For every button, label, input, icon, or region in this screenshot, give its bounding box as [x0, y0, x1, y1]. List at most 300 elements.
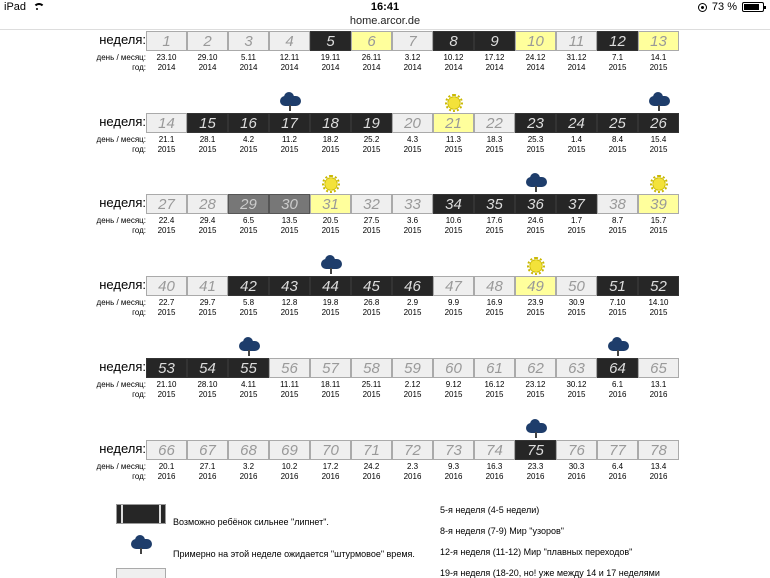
date-cell: 11.3	[446, 135, 461, 144]
date-cell: 15.7	[650, 216, 667, 225]
year-cell: 2015	[239, 226, 258, 235]
week-box	[269, 440, 310, 460]
week-box	[515, 276, 556, 296]
year-cell: 2015	[567, 390, 586, 399]
week-number: 75	[527, 441, 544, 459]
year-cell: 2015	[280, 145, 299, 154]
year-cell: 2014	[526, 63, 545, 72]
week-box	[269, 31, 310, 51]
date-cell: 22.7	[158, 298, 175, 307]
week-label: неделя:	[99, 195, 146, 210]
date-cell: 23.12	[525, 380, 546, 389]
battery-icon	[742, 2, 764, 12]
year-cell: 2015	[485, 390, 504, 399]
week-box	[146, 276, 187, 296]
week-number: 72	[404, 441, 421, 459]
date-cell: 30.9	[568, 298, 585, 307]
week-number: 60	[445, 359, 462, 377]
date-cell: 29.7	[199, 298, 216, 307]
week-number: 8	[449, 32, 458, 50]
week-box	[392, 440, 433, 460]
week-number: 28	[199, 195, 216, 213]
year-cell: 2014	[444, 63, 463, 72]
date-cell: 6.1	[611, 380, 624, 389]
sun-icon	[650, 175, 668, 193]
week-boxes	[146, 194, 679, 214]
year-cell: 2015	[444, 390, 463, 399]
week-number: 59	[404, 359, 421, 377]
week-box	[351, 358, 392, 378]
date-cell: 13.4	[650, 462, 667, 471]
week-box	[310, 113, 351, 133]
date-cell: 4.11	[241, 380, 256, 389]
week-box	[638, 276, 679, 296]
date-cell: 12.8	[281, 298, 298, 307]
year-cell: 2015	[485, 145, 504, 154]
week-number: 37	[568, 195, 585, 213]
week-box	[515, 194, 556, 214]
year-cell: 2016	[321, 472, 340, 481]
week-box	[187, 113, 228, 133]
week-number: 35	[486, 195, 503, 213]
week-box	[146, 113, 187, 133]
week-number: 32	[363, 195, 380, 213]
year-cell: 2015	[198, 308, 217, 317]
dates-row	[146, 53, 679, 62]
year-cell: 2015	[649, 226, 668, 235]
year-cell: 2016	[485, 472, 504, 481]
week-box	[597, 276, 638, 296]
year-cell: 2016	[198, 472, 217, 481]
date-cell: 12.11	[279, 53, 300, 62]
week-number: 44	[322, 277, 339, 295]
date-cell: 31.12	[566, 53, 587, 62]
year-cell: 2015	[567, 226, 586, 235]
year-cell: 2014	[321, 63, 340, 72]
year-cell: 2015	[280, 390, 299, 399]
status-bar	[0, 0, 770, 14]
date-cell: 30.3	[568, 462, 585, 471]
year-cell: 2015	[362, 390, 381, 399]
year-cell: 2016	[526, 472, 545, 481]
week-box	[515, 440, 556, 460]
week-boxes	[146, 276, 679, 296]
year-label: год:	[132, 145, 146, 154]
date-cell: 13.1	[650, 380, 667, 389]
week-box	[638, 358, 679, 378]
date-cell: 17.2	[322, 462, 339, 471]
week-number: 53	[158, 359, 175, 377]
week-label: неделя:	[99, 114, 146, 129]
date-cell: 30.12	[566, 380, 587, 389]
date-cell: 4.3	[406, 135, 419, 144]
date-cell: 2.12	[404, 380, 421, 389]
week-number: 19	[363, 114, 380, 132]
year-cell: 2014	[567, 63, 586, 72]
week-box	[146, 194, 187, 214]
week-box	[146, 31, 187, 51]
date-cell: 16.3	[486, 462, 503, 471]
storm-icon	[280, 94, 301, 108]
week-box	[474, 31, 515, 51]
week-number: 20	[404, 114, 421, 132]
year-cell: 2015	[321, 390, 340, 399]
week-number: 68	[240, 441, 257, 459]
week-row	[0, 358, 770, 418]
year-cell: 2015	[362, 145, 381, 154]
year-cell: 2016	[567, 472, 586, 481]
year-cell: 2015	[403, 145, 422, 154]
notes-list	[440, 505, 660, 578]
week-number: 14	[158, 114, 175, 132]
day-month-label: день / месяц:	[96, 298, 146, 307]
date-cell: 13.5	[281, 216, 298, 225]
year-cell: 2016	[280, 472, 299, 481]
week-box	[638, 113, 679, 133]
year-cell: 2015	[198, 145, 217, 154]
week-number: 41	[199, 277, 216, 295]
week-box	[433, 113, 474, 133]
week-number: 52	[650, 277, 667, 295]
date-cell: 21.1	[158, 135, 175, 144]
year-cell: 2015	[198, 390, 217, 399]
date-cell: 27.5	[363, 216, 380, 225]
year-cell: 2015	[444, 145, 463, 154]
week-box	[556, 440, 597, 460]
week-label: неделя:	[99, 32, 146, 47]
year-cell: 2016	[444, 472, 463, 481]
date-cell: 16.12	[484, 380, 505, 389]
week-number: 16	[240, 114, 257, 132]
week-box	[392, 31, 433, 51]
date-cell: 11.11	[280, 380, 299, 389]
week-row	[0, 113, 770, 173]
date-cell: 9.12	[445, 380, 462, 389]
year-cell: 2015	[485, 226, 504, 235]
date-cell: 7.1	[611, 53, 624, 62]
storm-icon	[526, 175, 547, 189]
date-cell: 14.1	[650, 53, 667, 62]
rotation-lock-icon	[698, 3, 707, 12]
week-box	[597, 31, 638, 51]
date-cell: 25.2	[363, 135, 380, 144]
date-cell: 18.11	[320, 380, 341, 389]
year-cell: 2014	[403, 63, 422, 72]
year-cell: 2015	[444, 226, 463, 235]
week-box	[433, 358, 474, 378]
date-cell: 28.1	[199, 135, 216, 144]
week-number: 57	[322, 359, 339, 377]
dates-row	[146, 462, 679, 471]
week-box	[556, 194, 597, 214]
date-cell: 2.3	[406, 462, 419, 471]
date-cell: 18.3	[486, 135, 503, 144]
year-cell: 2015	[321, 308, 340, 317]
week-number: 48	[486, 277, 503, 295]
year-cell: 2015	[362, 308, 381, 317]
date-cell: 24.6	[527, 216, 544, 225]
date-cell: 1.7	[570, 216, 583, 225]
day-month-label: день / месяц:	[96, 53, 146, 62]
year-cell: 2016	[608, 390, 627, 399]
date-cell: 5.11	[241, 53, 256, 62]
address-bar[interactable]: home.arcor.de	[349, 15, 421, 27]
year-cell: 2015	[608, 226, 627, 235]
date-cell: 23.3	[527, 462, 544, 471]
week-box	[392, 113, 433, 133]
date-cell: 4.2	[242, 135, 255, 144]
year-cell: 2014	[362, 63, 381, 72]
year-cell: 2015	[403, 308, 422, 317]
year-cell: 2016	[157, 472, 176, 481]
year-cell: 2015	[239, 390, 258, 399]
date-cell: 29.10	[197, 53, 218, 62]
date-cell: 25.3	[527, 135, 544, 144]
week-number: 12	[609, 32, 626, 50]
date-cell: 26.11	[361, 53, 382, 62]
week-number: 25	[609, 114, 626, 132]
week-number: 24	[568, 114, 585, 132]
date-cell: 19.11	[320, 53, 341, 62]
year-cell: 2015	[608, 308, 627, 317]
note-item: 19-я неделя (18-20, но! уже между 14 и 17 неделями	[440, 568, 660, 578]
year-label: год:	[132, 472, 146, 481]
week-box	[474, 113, 515, 133]
week-number: 54	[199, 359, 216, 377]
year-cell: 2015	[526, 226, 545, 235]
week-box	[187, 276, 228, 296]
week-number: 43	[281, 277, 298, 295]
week-number: 64	[609, 359, 626, 377]
year-cell: 2015	[649, 145, 668, 154]
week-number: 5	[326, 32, 335, 50]
date-cell: 28.10	[197, 380, 218, 389]
week-number: 13	[650, 32, 667, 50]
storm-icon	[526, 421, 547, 435]
week-number: 77	[609, 441, 626, 459]
week-box	[433, 276, 474, 296]
date-cell: 10.12	[443, 53, 464, 62]
week-box	[187, 440, 228, 460]
note-item: 5-я неделя (4-5 недели)	[440, 505, 540, 515]
date-cell: 6.5	[242, 216, 255, 225]
day-month-label: день / месяц:	[96, 380, 146, 389]
date-cell: 10.6	[445, 216, 462, 225]
week-number: 50	[568, 277, 585, 295]
date-cell: 7.10	[609, 298, 626, 307]
note-item: 12-я неделя (11-12) Мир "плавных переходов"	[440, 547, 633, 557]
year-cell: 2015	[362, 226, 381, 235]
week-box	[351, 440, 392, 460]
week-number: 22	[486, 114, 503, 132]
year-cell: 2016	[649, 390, 668, 399]
year-cell: 2014	[239, 63, 258, 72]
week-number: 65	[650, 359, 667, 377]
week-number: 31	[322, 195, 339, 213]
week-number: 40	[158, 277, 175, 295]
date-cell: 8.4	[611, 135, 624, 144]
storm-icon	[321, 257, 342, 271]
week-box	[597, 440, 638, 460]
date-cell: 18.2	[322, 135, 339, 144]
year-label: год:	[132, 226, 146, 235]
week-box	[269, 194, 310, 214]
year-cell: 2015	[526, 390, 545, 399]
week-number: 21	[445, 114, 462, 132]
date-cell: 20.5	[322, 216, 339, 225]
year-cell: 2015	[526, 308, 545, 317]
years-row	[146, 308, 679, 317]
date-cell: 22.4	[158, 216, 175, 225]
dates-row	[146, 135, 679, 144]
year-label: год:	[132, 63, 146, 72]
date-cell: 2.9	[406, 298, 419, 307]
week-number: 76	[568, 441, 585, 459]
week-number: 61	[486, 359, 503, 377]
week-number: 6	[367, 32, 376, 50]
year-cell: 2015	[280, 226, 299, 235]
week-box	[515, 113, 556, 133]
week-box	[228, 358, 269, 378]
sun-icon	[445, 94, 463, 112]
years-row	[146, 390, 679, 399]
week-number: 63	[568, 359, 585, 377]
year-cell: 2014	[198, 63, 217, 72]
legend-dark-swatch	[116, 504, 166, 524]
date-cell: 23.10	[156, 53, 177, 62]
week-number: 30	[281, 195, 298, 213]
year-cell: 2016	[362, 472, 381, 481]
week-number: 10	[527, 32, 544, 50]
week-box	[433, 31, 474, 51]
week-box	[474, 440, 515, 460]
date-cell: 3.2	[242, 462, 255, 471]
week-number: 69	[281, 441, 298, 459]
week-number: 9	[490, 32, 499, 50]
date-cell: 3.6	[406, 216, 419, 225]
week-number: 73	[445, 441, 462, 459]
week-box	[310, 276, 351, 296]
year-cell: 2015	[444, 308, 463, 317]
week-number: 11	[568, 32, 585, 50]
storm-icon	[608, 339, 629, 353]
week-boxes	[146, 358, 679, 378]
week-box	[228, 113, 269, 133]
week-box	[310, 194, 351, 214]
week-number: 78	[650, 441, 667, 459]
year-cell: 2015	[239, 145, 258, 154]
week-boxes	[146, 113, 679, 133]
year-cell: 2015	[157, 390, 176, 399]
week-box	[515, 31, 556, 51]
week-number: 36	[527, 195, 544, 213]
week-boxes	[146, 440, 679, 460]
year-cell: 2016	[403, 472, 422, 481]
week-box	[146, 358, 187, 378]
week-number: 67	[199, 441, 216, 459]
year-cell: 2015	[608, 63, 627, 72]
year-cell: 2015	[403, 226, 422, 235]
week-number: 47	[445, 277, 462, 295]
years-row	[146, 145, 679, 154]
week-number: 33	[404, 195, 421, 213]
date-cell: 19.8	[322, 298, 339, 307]
week-box	[310, 440, 351, 460]
week-box	[392, 276, 433, 296]
week-box	[556, 358, 597, 378]
week-number: 15	[199, 114, 216, 132]
week-box	[269, 113, 310, 133]
week-number: 27	[158, 195, 175, 213]
date-cell: 11.2	[282, 135, 297, 144]
year-cell: 2015	[157, 308, 176, 317]
date-cell: 17.6	[486, 216, 503, 225]
year-cell: 2015	[198, 226, 217, 235]
week-box	[187, 194, 228, 214]
week-box	[597, 358, 638, 378]
storm-icon	[131, 537, 152, 551]
week-box	[269, 358, 310, 378]
years-row	[146, 63, 679, 72]
year-cell: 2015	[608, 145, 627, 154]
week-number: 74	[486, 441, 503, 459]
week-number: 49	[527, 277, 544, 295]
week-box	[474, 276, 515, 296]
week-number: 34	[445, 195, 462, 213]
date-cell: 24.2	[363, 462, 380, 471]
week-number: 26	[650, 114, 667, 132]
year-cell: 2014	[157, 63, 176, 72]
year-cell: 2015	[649, 308, 668, 317]
week-boxes	[146, 31, 679, 51]
date-cell: 17.12	[484, 53, 505, 62]
year-cell: 2015	[403, 390, 422, 399]
week-label: неделя:	[99, 277, 146, 292]
week-number: 39	[650, 195, 667, 213]
year-cell: 2015	[157, 226, 176, 235]
week-box	[187, 31, 228, 51]
year-cell: 2015	[649, 63, 668, 72]
years-row	[146, 226, 679, 235]
week-box	[638, 440, 679, 460]
years-row	[146, 472, 679, 481]
week-box	[310, 31, 351, 51]
week-number: 70	[322, 441, 339, 459]
year-cell: 2016	[608, 472, 627, 481]
year-cell: 2016	[649, 472, 668, 481]
day-month-label: день / месяц:	[96, 216, 146, 225]
year-cell: 2015	[239, 308, 258, 317]
week-number: 42	[240, 277, 257, 295]
week-number: 56	[281, 359, 298, 377]
date-cell: 5.8	[242, 298, 255, 307]
week-box	[310, 358, 351, 378]
week-box	[597, 113, 638, 133]
year-cell: 2015	[526, 145, 545, 154]
dates-row	[146, 216, 679, 225]
week-number: 17	[281, 114, 298, 132]
year-cell: 2015	[321, 226, 340, 235]
week-number: 18	[322, 114, 339, 132]
year-label: год:	[132, 390, 146, 399]
week-box	[597, 194, 638, 214]
note-item: 8-я неделя (7-9) Мир "узоров"	[440, 526, 564, 536]
year-cell: 2014	[485, 63, 504, 72]
week-row	[0, 31, 770, 91]
day-month-label: день / месяц:	[96, 135, 146, 144]
week-box	[638, 194, 679, 214]
week-box	[638, 31, 679, 51]
